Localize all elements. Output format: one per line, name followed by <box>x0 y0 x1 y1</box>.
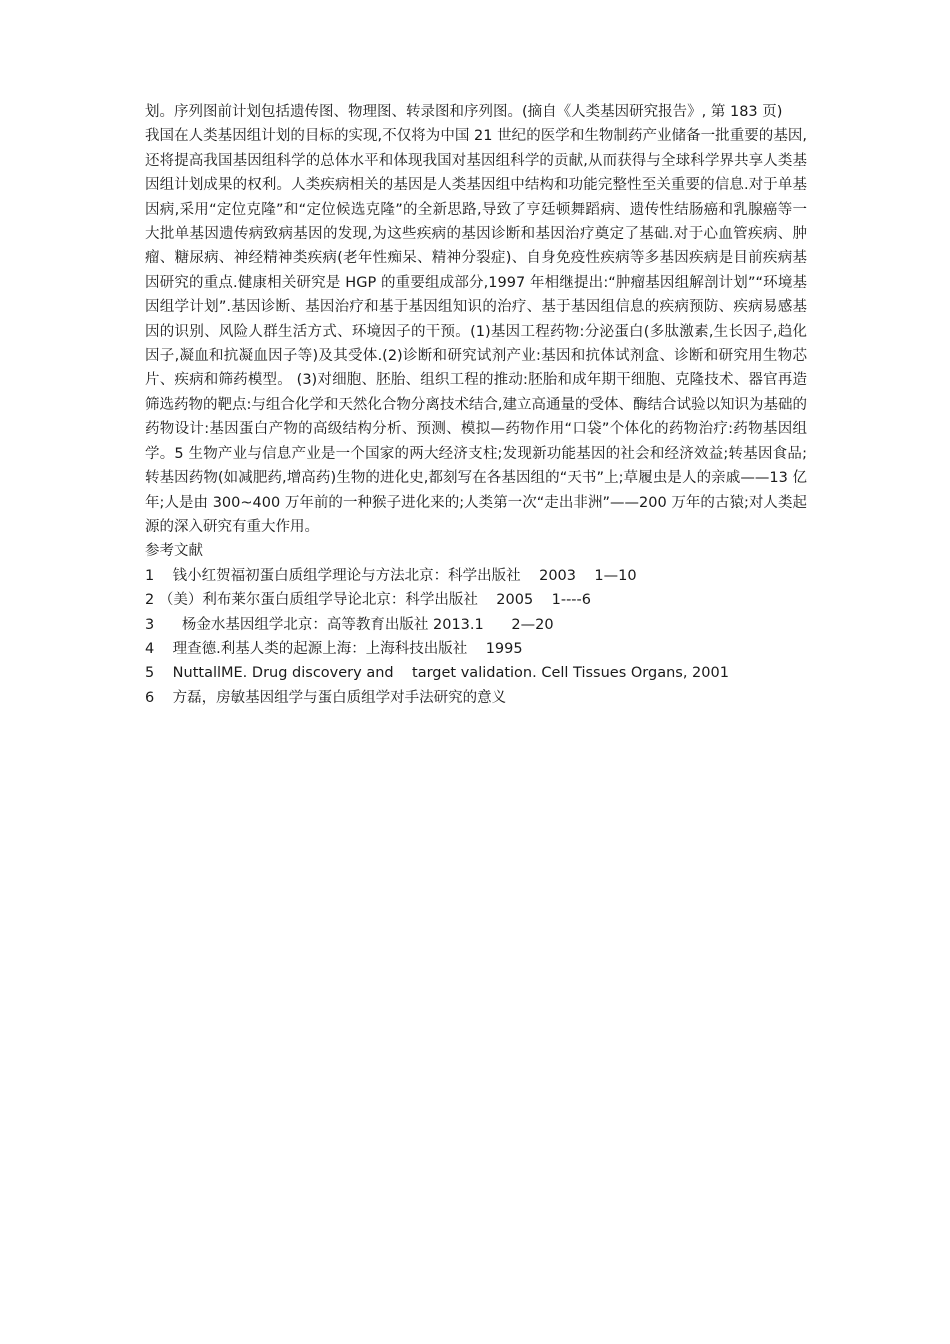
reference-item: 2 （美）利布莱尔蛋白质组学导论北京：科学出版社 2005 1----6 <box>145 592 591 609</box>
paragraph-intro: 划。序列图前计划包括遗传图、物理图、转录图和序列图。(摘自《人类基因研究报告》, 第 183 页) <box>145 104 783 120</box>
reference-item: 6 方磊，房敏基因组学与蛋白质组学对手法研究的意义 <box>145 689 507 706</box>
reference-item: 1 钱小红贺福初蛋白质组学理论与方法北京：科学出版社 2003 1—10 <box>145 567 637 584</box>
references-heading: 参考文献 <box>145 543 203 560</box>
reference-item: 4 理查德.利基人类的起源上海：上海科技出版社 1995 <box>145 640 523 657</box>
reference-item: 5 NuttallME. Drug discovery and target validation. Cell Tissues Organs, 2001 <box>145 665 729 682</box>
references-list <box>145 564 807 710</box>
paragraph-main: 我国在人类基因组计划的目标的实现,不仅将为中国 21 世纪的医学和生物制药产业储备一批重要的基因,还将提高我国基因组科学的总体水平和体现我国对基因组科学的贡献,从而获得与全球科学界共享人类基因组计划成果的权利。人类疾病相关的基因是人类基因组中结构和功能完整性至关重要的信息.对于单基因病,采用“定位克隆”和“定位候选克隆”的全新思路,导致了亨廷顿舞蹈病、遗传性结肠癌和乳腺癌等一大批单基因遗传病致病基因的发现,为这些疾病的基因诊断和基因治疗奠定了基础.对于心血管疾病、肿瘤、糖尿病、神经精神类疾病(老年性痴呆、精神分裂症)、自身免疫性疾病等多基因疾病是目前疾病基因研究的重点.健康相关研究是 HGP 的重要组成部分,1997 年相继提出:“肿瘤基因组解剖计划”“环境基因组学计划”.基因诊断、基因治疗和基于基因组知识的治疗、基于基因组信息的疾病预防、疾病易感基因的识别、风险人群生活方式、环境因子的干预。(1)基因工程药物:分泌蛋白(多肽激素,生长因子,趋化因子,凝血和抗凝血因子等)及其受体.(2)诊断和研究试剂产业:基因和抗体试剂盒、诊断和研究用生物芯片、疾病和筛药模型。 (3)对细胞、胚胎、组织工程的推动:胚胎和成年期干细胞、克隆技术、器官再造筛选药物的靶点:与组合化学和天然化合物分离技术结合,建立高通量的受体、酶结合试验以知识为基础的药物设计:基因蛋白产物的高级结构分析、预测、模拟—药物作用“口袋”个体化的药物治疗:药物基因组学。5 生物产业与信息产业是一个国家的两大经济支柱;发现新功能基因的社会和经济效益;转基因食品;转基因药物(如减肥药,增高药)生物的进化史,都刻写在各基因组的“天书”上;草履虫是人的亲戚——13 亿年;人是由 300~400 万年前的一种猴子进化来的;人类第一次“走出非洲”——200 万年的古猿;对人类起源的深入研究有重大作用。 <box>145 128 807 535</box>
document-body <box>145 100 807 710</box>
reference-item: 3 杨金水基因组学北京：高等教育出版社 2013.1 2—20 <box>145 616 554 633</box>
